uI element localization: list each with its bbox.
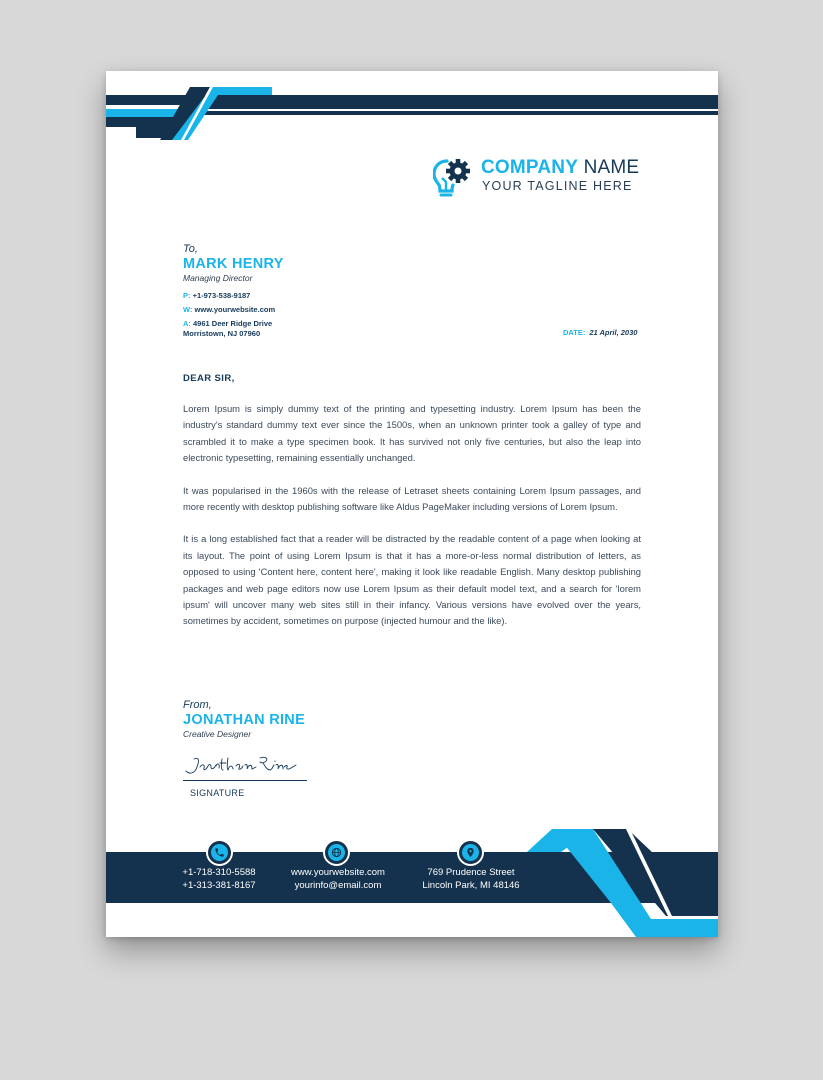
paragraph-2: It was popularised in the 1960s with the release of Letraset sheets containing Lorem Ipsum passages, and more recently with desktop publishing software like Aldus PageMaker including versions of Lorem Ipsum. <box>183 484 641 513</box>
footer-email[interactable]: yourinfo@email.com <box>294 880 382 891</box>
paragraph-1: Lorem Ipsum is simply dummy text of the printing and typesetting industry. Lorem Ipsum has been the industry's standard dummy text ever since the 1500s, when an unknown printer took a galley of type and scrambled it to make a type specimen book. It has survived not only five centuries, but also the leap into electronic typesetting, remaining essentially unchanged. <box>183 403 641 464</box>
greeting: DEAR SIR, <box>183 373 235 384</box>
footer-website[interactable]: www.yourwebsite.com <box>291 867 385 878</box>
address-key: A: <box>183 319 191 328</box>
company-name-rest: NAME <box>578 157 640 178</box>
date <box>563 328 637 337</box>
recipient-name: MARK HENRY <box>183 256 284 272</box>
footer-globe-icon <box>323 839 350 866</box>
letter-body <box>183 401 641 646</box>
paragraph-3: It is a long established fact that a reader will be distracted by the readable content of a page when looking at its layout. The point of using Lorem Ipsum is that it has a more-or-less normal distribution of letters, as opposed to using 'Content here, content here', making it look like readable English. Many desktop publishing packages and web page editors now use Lorem Ipsum as their default model text, and a search for 'lorem ipsum' will uncover many web sites still in their infancy. Various versions have evolved over the years, sometimes by accident, sometimes on purpose (injected humour and the like). <box>183 533 641 627</box>
sender-title: Creative Designer <box>183 729 252 739</box>
recipient-address <box>183 319 284 339</box>
globe-icon <box>331 847 342 858</box>
footer-phone-1[interactable]: +1-718-310-5588 <box>182 867 256 878</box>
footer-phone-2[interactable]: +1-313-381-8167 <box>182 880 256 891</box>
address-line2: Morristown, NJ 07960 <box>183 329 261 338</box>
sender-name: JONATHAN RINE <box>183 712 306 728</box>
address-line1: 4961 Deer Ridge Drive <box>190 319 273 328</box>
to-label: To, <box>183 243 198 255</box>
footer-address <box>416 866 526 892</box>
signature-line <box>183 780 307 781</box>
company-tagline: YOUR TAGLINE HERE <box>482 179 633 193</box>
footer-phone-icon <box>206 839 233 866</box>
web-value: www.yourwebsite.com <box>192 305 276 314</box>
phone-key: P: <box>183 291 191 300</box>
sender-block <box>183 699 305 739</box>
recipient-website <box>183 305 284 315</box>
footer-address-2: Lincoln Park, MI 48146 <box>422 880 520 891</box>
date-value: 21 April, 2030 <box>589 328 638 337</box>
footer-phones <box>181 866 257 892</box>
date-label: DATE: <box>563 328 586 337</box>
company-name <box>481 157 639 179</box>
phone-value: +1-973-538-9187 <box>190 291 251 300</box>
footer-location-icon <box>457 839 484 866</box>
phone-icon <box>214 847 225 858</box>
footer-address-1: 769 Prudence Street <box>427 867 515 878</box>
recipient-phone <box>183 291 284 301</box>
header-decoration <box>106 71 718 151</box>
recipient-title: Managing Director <box>183 273 253 283</box>
lightbulb-gear-icon <box>433 155 477 199</box>
location-pin-icon <box>465 847 476 858</box>
handwritten-signature <box>180 753 300 779</box>
letterhead-page <box>106 71 718 937</box>
signature-label: SIGNATURE <box>190 788 245 798</box>
web-key: W: <box>183 305 193 314</box>
from-label: From, <box>183 699 212 711</box>
footer-web <box>284 866 392 892</box>
company-name-bold: COMPANY <box>481 157 579 178</box>
recipient-block <box>183 243 284 339</box>
